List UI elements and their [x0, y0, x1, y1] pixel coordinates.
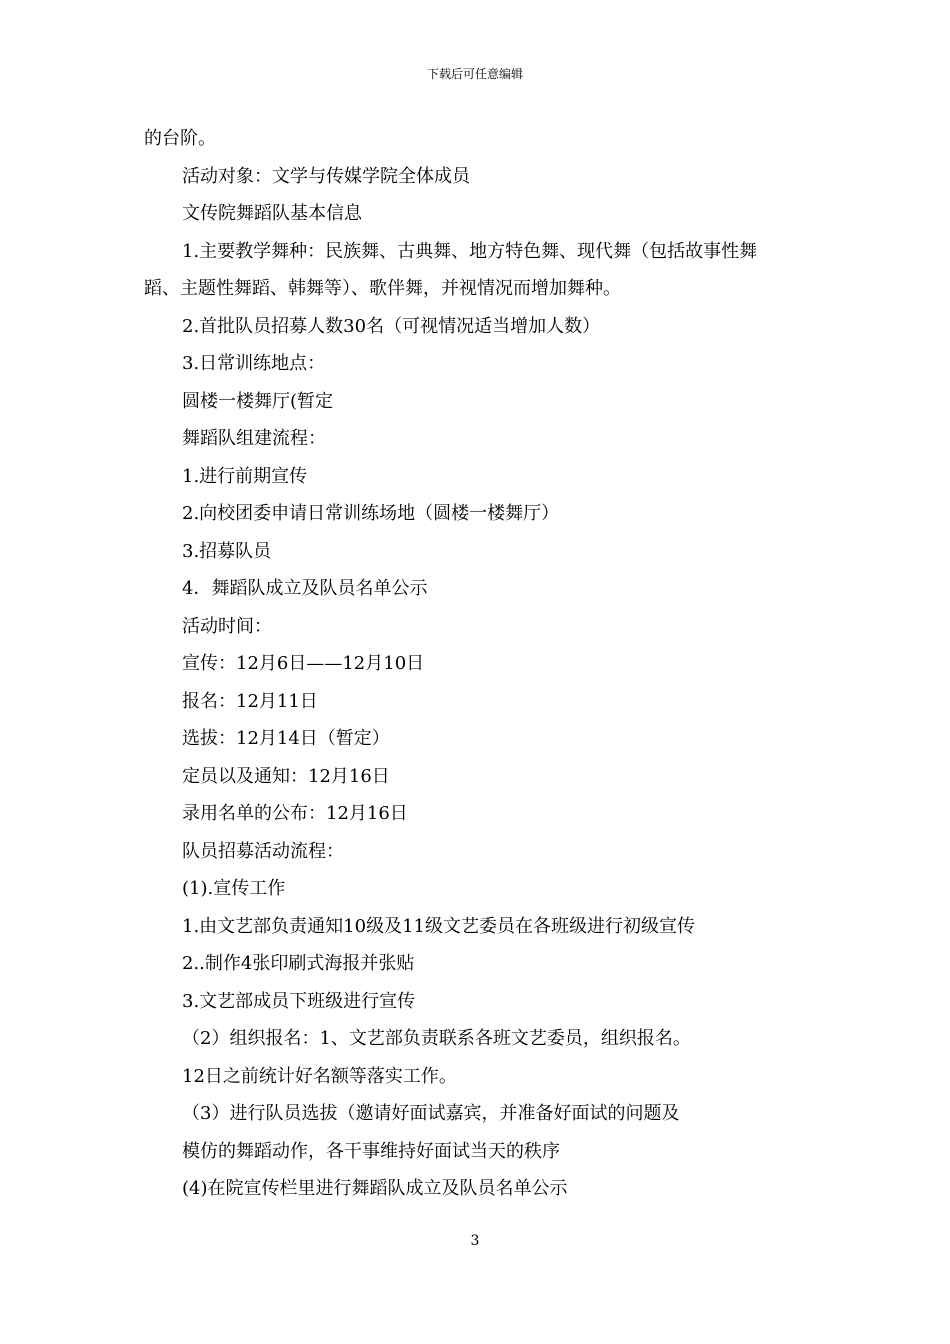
text-line: 2.向校团委申请日常训练场地（圆楼一楼舞厅） [182, 503, 560, 524]
text-line: 2..制作4张印刷式海报并张贴 [182, 953, 415, 974]
text-line: 文传院舞蹈队基本信息 [182, 203, 362, 224]
text-line: （2）组织报名：1、文艺部负责联系各班文艺委员，组织报名。 [182, 1028, 691, 1049]
text-line: 1.进行前期宣传 [182, 465, 308, 487]
text-line: 圆楼一楼舞厅(暂定 [182, 390, 334, 412]
page-number: 3 [470, 1233, 480, 1249]
text-line: 3.文艺部成员下班级进行宣传 [182, 990, 416, 1012]
document-body [144, 120, 812, 1208]
text-line: 1.主要教学舞种：民族舞、古典舞、地方特色舞、现代舞（包括故事性舞 [182, 240, 758, 262]
text-line: 12日之前统计好名额等落实工作。 [182, 1065, 457, 1087]
text-line: 蹈、主题性舞蹈、韩舞等）、歌伴舞，并视情况而增加舞种。 [144, 278, 621, 299]
text-line: 模仿的舞蹈动作，各干事维持好面试当天的秩序 [182, 1140, 560, 1162]
text-line: （3）进行队员选拔（邀请好面试嘉宾，并准备好面试的问题及 [182, 1103, 680, 1124]
text-line: (1).宣传工作 [182, 878, 286, 899]
text-line: (4)在院宣传栏里进行舞蹈队成立及队员名单公示 [182, 1178, 568, 1199]
text-line: 活动时间： [182, 615, 272, 637]
text-line: 1.由文艺部负责通知10级及11级文艺委员在各班级进行初级宣传 [182, 915, 695, 937]
text-line: 3.招募队员 [182, 540, 272, 562]
text-line: 的台阶。 [144, 128, 216, 149]
text-line: 定员以及通知：12月16日 [182, 765, 390, 787]
text-line: 队员招募活动流程： [182, 840, 344, 862]
text-line: 选拔：12月14日（暂定） [182, 728, 390, 749]
text-line: 宣传：12月6日——12月10日 [182, 653, 425, 674]
page-header: 下载后可任意编辑 [426, 67, 523, 81]
text-line: 报名：12月11日 [182, 690, 318, 712]
text-line: 4．舞蹈队成立及队员名单公示 [182, 578, 428, 599]
text-line: 活动对象：文学与传媒学院全体成员 [182, 165, 470, 187]
text-line: 舞蹈队组建流程： [182, 428, 326, 449]
text-line: 2.首批队员招募人数30名（可视情况适当增加人数） [182, 315, 601, 337]
text-line: 3.日常训练地点： [182, 353, 326, 374]
text-line: 录用名单的公布：12月16日 [182, 803, 408, 824]
